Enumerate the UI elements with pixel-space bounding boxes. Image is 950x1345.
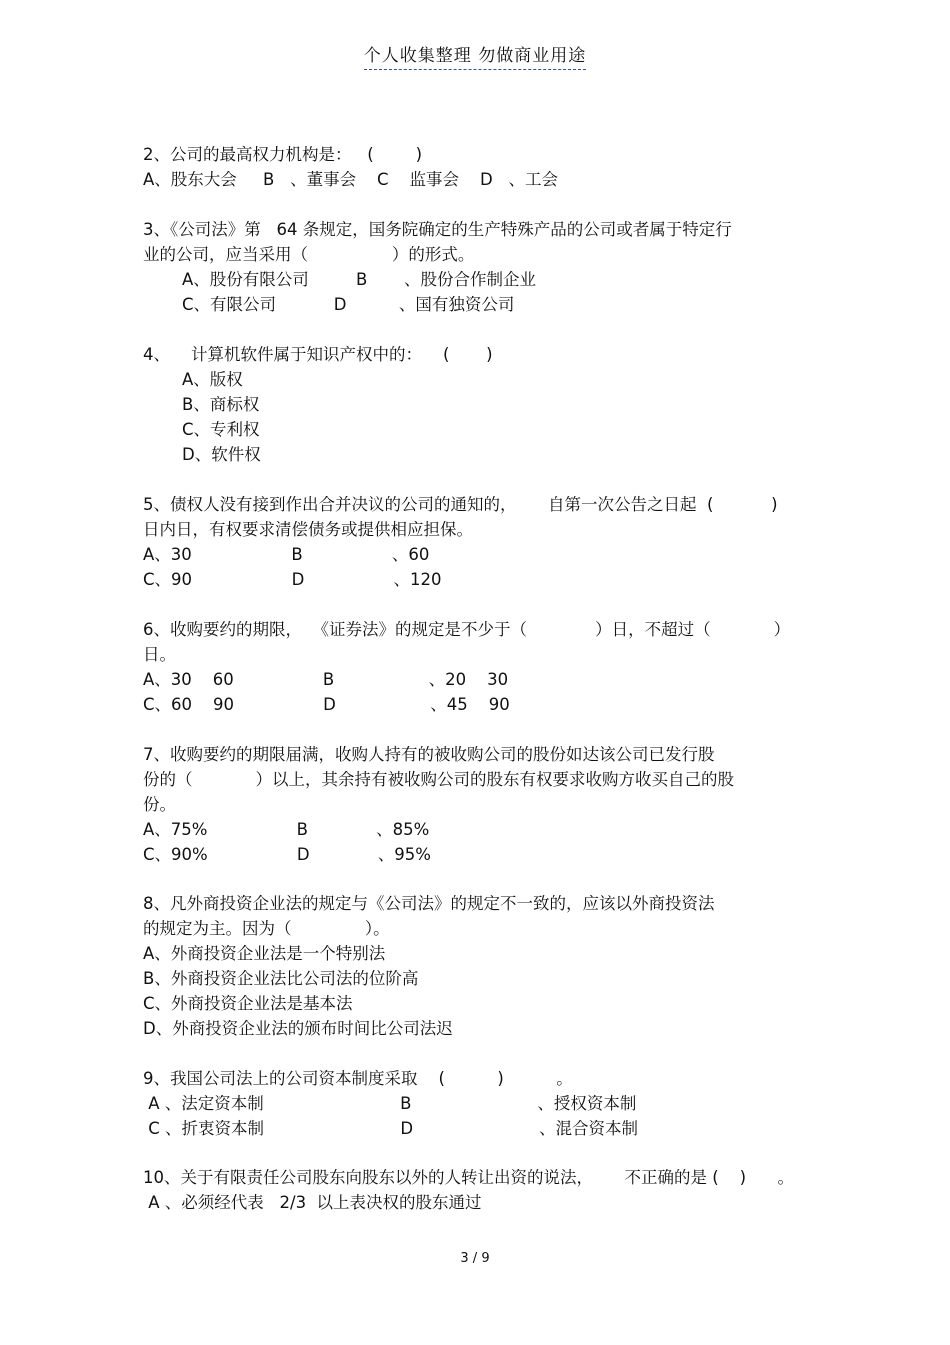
question-4-option-b: B、商标权 (182, 395, 260, 414)
question-5-stem: 5、债权人没有接到作出合并决议的公司的通知的， 自第一次公告之日起 ( ) (143, 495, 778, 514)
question-8-stem: 8、凡外商投资企业法的规定与《公司法》的规定不一致的，应该以外商投资法 (143, 894, 715, 913)
question-10-stem: 10、关于有限责任公司股东向股东以外的人转让出资的说法， 不正确的是 ( ) 。 (143, 1168, 795, 1187)
question-7-stem-end: 份。 (143, 795, 176, 814)
question-3-options-cd: C、有限公司 D 、国有独资公司 (182, 295, 515, 314)
question-4-option-a: A、版权 (182, 370, 243, 389)
header-title: 个人收集整理 勿做商业用途 (364, 46, 586, 70)
question-3-options-ab: A、股份有限公司 B 、股份合作制企业 (182, 270, 537, 289)
question-8-option-c: C、外商投资企业法是基本法 (143, 994, 353, 1013)
question-2-stem: 2、公司的最高权力机构是： ( ) (143, 145, 423, 164)
question-8-option-d: D、外商投资企业法的颁布时间比公司法迟 (143, 1019, 453, 1038)
question-7-options-ab: A、75% B 、85% (143, 820, 430, 839)
question-4-stem: 4、 计算机软件属于知识产权中的： ( ) (143, 345, 493, 364)
question-6-options-ab: A、30 60 B 、20 30 (143, 670, 509, 689)
question-4-option-c: C、专利权 (182, 420, 260, 439)
page-header (0, 41, 950, 66)
question-5-stem-cont: 日内日，有权要求清偿债务或提供相应担保。 (143, 520, 473, 539)
question-5-options-ab: A、30 B 、60 (143, 545, 430, 564)
question-9-stem: 9、我国公司法上的公司资本制度采取 ( ) 。 (143, 1069, 573, 1088)
question-7-stem: 7、收购要约的期限届满，收购人持有的被收购公司的股份如达该公司已发行股 (143, 745, 715, 764)
question-2-options: A、股东大会 B 、董事会 C 监事会 D 、工会 (143, 170, 558, 189)
question-5-options-cd: C、90 D 、120 (143, 570, 442, 589)
question-4-option-d: D、软件权 (182, 445, 261, 464)
question-9-options-ab: A 、法定资本制 B 、授权资本制 (143, 1094, 637, 1113)
question-6-options-cd: C、60 90 D 、45 90 (143, 695, 510, 714)
question-3-stem: 3、《公司法》第 64 条规定，国务院确定的生产特殊产品的公司或者属于特定行 (143, 220, 732, 239)
question-8-option-b: B、外商投资企业法比公司法的位阶高 (143, 969, 419, 988)
question-6-stem: 6、收购要约的期限， 《证券法》的规定是不少于（ ）日，不超过（ ） (143, 620, 791, 639)
page-number: 3 / 9 (460, 1251, 490, 1266)
question-10-option-a: A 、必须经代表 2/3 以上表决权的股东通过 (143, 1193, 482, 1212)
question-8-option-a: A、外商投资企业法是一个特别法 (143, 944, 386, 963)
question-7-stem-cont: 份的（ ）以上，其余持有被收购公司的股东有权要求收购方收买自己的股 (143, 770, 734, 789)
question-8-stem-cont: 的规定为主。因为（ ）。 (143, 919, 390, 938)
question-7-options-cd: C、90% D 、95% (143, 845, 431, 864)
question-6-stem-cont: 日。 (143, 645, 176, 664)
question-9-options-cd: C 、折衷资本制 D 、混合资本制 (143, 1119, 638, 1138)
question-3-stem-cont: 业的公司，应当采用（ ）的形式。 (143, 245, 475, 264)
